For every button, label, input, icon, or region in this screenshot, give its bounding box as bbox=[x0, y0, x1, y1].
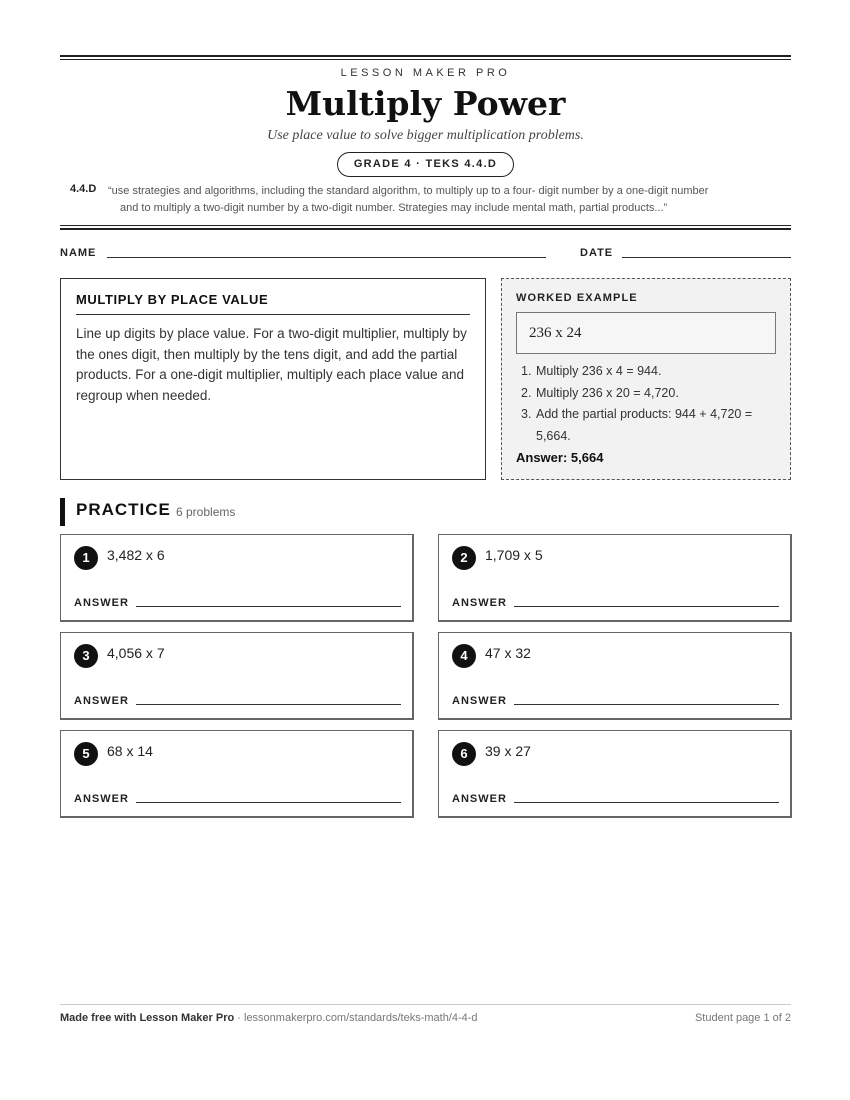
practice-card-3 bbox=[60, 632, 414, 720]
name-field-line[interactable] bbox=[107, 257, 546, 258]
step-number: 3. bbox=[521, 407, 532, 421]
worked-example-problem: 236 x 24 bbox=[516, 312, 776, 354]
standard-description bbox=[108, 183, 798, 217]
footer-url[interactable]: lessonmakerpro.com/standards/teks-math/4-4-d bbox=[244, 1012, 478, 1024]
worked-example-box bbox=[501, 278, 791, 480]
answer-line[interactable] bbox=[136, 802, 401, 803]
concept-title: MULTIPLY BY PLACE VALUE bbox=[76, 292, 470, 315]
concept-box bbox=[60, 278, 486, 480]
header-bottom-rule bbox=[60, 225, 791, 230]
grade-standard-badge: GRADE 4 · TEKS 4.4.D bbox=[337, 152, 514, 177]
step-number: 2. bbox=[521, 385, 532, 400]
brand-name: LESSON MAKER PRO bbox=[340, 67, 511, 79]
problem-number-badge: 5 bbox=[74, 742, 98, 766]
practice-card-1 bbox=[60, 534, 414, 622]
problem-text: 3,482 x 6 bbox=[107, 547, 165, 563]
worked-example-step bbox=[516, 383, 776, 405]
standard-code: 4.4.D bbox=[70, 183, 97, 195]
problem-number-badge: 2 bbox=[452, 546, 476, 570]
practice-card-5 bbox=[60, 730, 414, 818]
problem-text: 68 x 14 bbox=[107, 743, 153, 759]
footer-made-with: Made free with Lesson Maker Pro bbox=[60, 1012, 235, 1024]
worked-example-steps bbox=[516, 361, 776, 447]
answer-label: ANSWER bbox=[74, 695, 129, 707]
problem-text: 4,056 x 7 bbox=[107, 645, 165, 661]
answer-line[interactable] bbox=[136, 606, 401, 607]
standard-description-line-2: and to multiply a two-digit number by a two-digit number. Strategies may include mental math, partial products...” bbox=[120, 202, 668, 214]
worked-example-label: WORKED EXAMPLE bbox=[516, 292, 638, 304]
name-label: NAME bbox=[60, 247, 97, 259]
step-text: Multiply 236 x 4 = 944. bbox=[536, 364, 662, 378]
header-top-rule bbox=[60, 55, 791, 60]
footer-rule bbox=[60, 1004, 791, 1005]
answer-line[interactable] bbox=[514, 704, 779, 705]
concept-body: Line up digits by place value. For a two-digit multiplier, multiply by the ones digit, then multiply by the tens digit, and add the partial products. For a one-digit multiplier, multiply each place value and regroup when needed. bbox=[76, 326, 467, 403]
step-text: Add the partial products: 944 + 4,720 = 5,664. bbox=[536, 407, 753, 443]
worked-example-answer: Answer: 5,664 bbox=[516, 450, 604, 465]
step-text: Multiply 236 x 20 = 4,720. bbox=[536, 385, 679, 400]
practice-count: 6 problems bbox=[176, 505, 236, 519]
answer-label: ANSWER bbox=[74, 793, 129, 805]
worksheet-page bbox=[60, 0, 791, 1100]
answer-line[interactable] bbox=[514, 802, 779, 803]
practice-card-2 bbox=[438, 534, 792, 622]
date-field-line[interactable] bbox=[622, 257, 791, 258]
problem-number-badge: 3 bbox=[74, 644, 98, 668]
problem-number-badge: 6 bbox=[452, 742, 476, 766]
answer-line[interactable] bbox=[136, 704, 401, 705]
step-number: 1. bbox=[521, 364, 532, 378]
problem-number-badge: 4 bbox=[452, 644, 476, 668]
footer-separator: · bbox=[234, 1012, 244, 1024]
worksheet-subtitle: Use place value to solve bigger multiplication problems. bbox=[267, 128, 584, 143]
date-label: DATE bbox=[580, 247, 614, 259]
answer-label: ANSWER bbox=[452, 695, 507, 707]
problem-text: 39 x 27 bbox=[485, 743, 531, 759]
practice-card-6 bbox=[438, 730, 792, 818]
problem-number-badge: 1 bbox=[74, 546, 98, 570]
worked-example-step bbox=[516, 404, 776, 447]
worked-example-step bbox=[516, 361, 776, 383]
standard-description-line-1: “use strategies and algorithms, including the standard algorithm, to multiply up to a four- digit number by a one-digit number bbox=[108, 185, 709, 197]
answer-label: ANSWER bbox=[74, 597, 129, 609]
practice-title: PRACTICE bbox=[76, 500, 171, 519]
problem-text: 1,709 x 5 bbox=[485, 547, 543, 563]
answer-label: ANSWER bbox=[452, 793, 507, 805]
worksheet-title: Multiply Power bbox=[285, 84, 566, 123]
answer-line[interactable] bbox=[514, 606, 779, 607]
footer-credit bbox=[60, 1012, 478, 1024]
practice-accent-bar bbox=[60, 498, 65, 526]
footer-page-number: Student page 1 of 2 bbox=[694, 1012, 791, 1024]
practice-card-4 bbox=[438, 632, 792, 720]
problem-text: 47 x 32 bbox=[485, 645, 531, 661]
answer-label: ANSWER bbox=[452, 597, 507, 609]
